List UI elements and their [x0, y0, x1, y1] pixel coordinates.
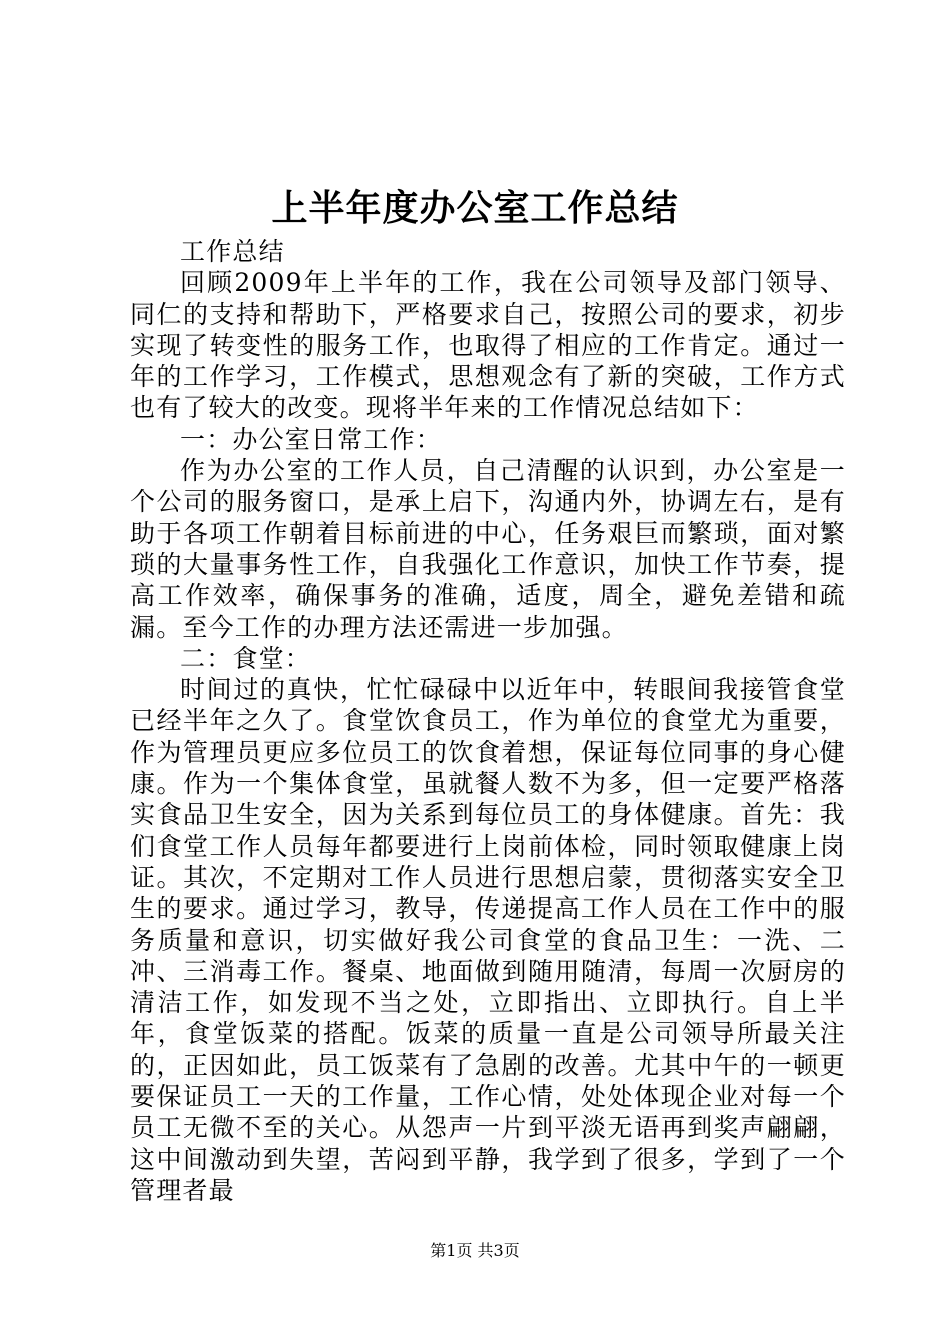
document-body [130, 236, 846, 1206]
paragraph-heading: 工作总结 [180, 237, 285, 266]
page-number-footer: 第1页 共3页 [430, 1241, 520, 1260]
section-heading-office: 一：办公室日常工作： [180, 424, 443, 454]
paragraph-intro: 回顾2009年上半年的工作，我在公司领导及部门领导、同仁的支持和帮助下，严格要求自己，按照公司的要求，初步实现了转变性的服务工作，也取得了相应的工作肯定。通过一年的工作学习，工作模式，思想观念有了新的突破，工作方式也有了较大的改变。现将半年来的工作情况总结如下： [130, 268, 846, 423]
paragraph-canteen: 时间过的真快，忙忙碌碌中以近年中，转眼间我接管食堂已经半年之久了。食堂饮食员工，作为单位的食堂尤为重要，作为管理员更应多位员工的饮食着想，保证每位同事的身心健康。作为一个集体食堂，虽就餐人数不为多，但一定要严格落实食品卫生安全，因为关系到每位员工的身体健康。首先：我们食堂工作人员每年都要进行上岗前体检，同时领取健康上岗证。其次，不定期对工作人员进行思想启蒙，贯彻落实安全卫生的要求。通过学习，教导，传递提高工作人员在工作中的服务质量和意识，切实做好我公司食堂的食品卫生：一洗、二冲、三消毒工作。餐桌、地面做到随用随清，每周一次厨房的清洁工作，如发现不当之处，立即指出、立即执行。自上半年，食堂饭菜的搭配。饭菜的质量一直是公司领导所最关注的，正因如此，员工饭菜有了急剧的改善。尤其中午的一顿更要保证员工一天的工作量，工作心情，处处体现企业对每一个员工无微不至的关心。从怨声一片到平淡无语再到奖声翩翩，这中间激动到失望，苦闷到平静，我学到了很多，学到了一个管理者最 [130, 675, 846, 1205]
section-heading-canteen: 二：食堂： [180, 643, 312, 673]
document-title: 上半年度办公室工作总结 [271, 187, 679, 229]
paragraph-office: 作为办公室的工作人员，自己清醒的认识到，办公室是一个公司的服务窗口，是承上启下，沟通内外，协调左右，是有助于各项工作朝着目标前进的中心，任务艰巨而繁琐，面对繁琐的大量事务性工作，自我强化工作意识，加快工作节奏，提高工作效率，确保事务的准确，适度，周全，避免差错和疏漏。至今工作的办理方法还需进一步加强。 [130, 456, 846, 642]
